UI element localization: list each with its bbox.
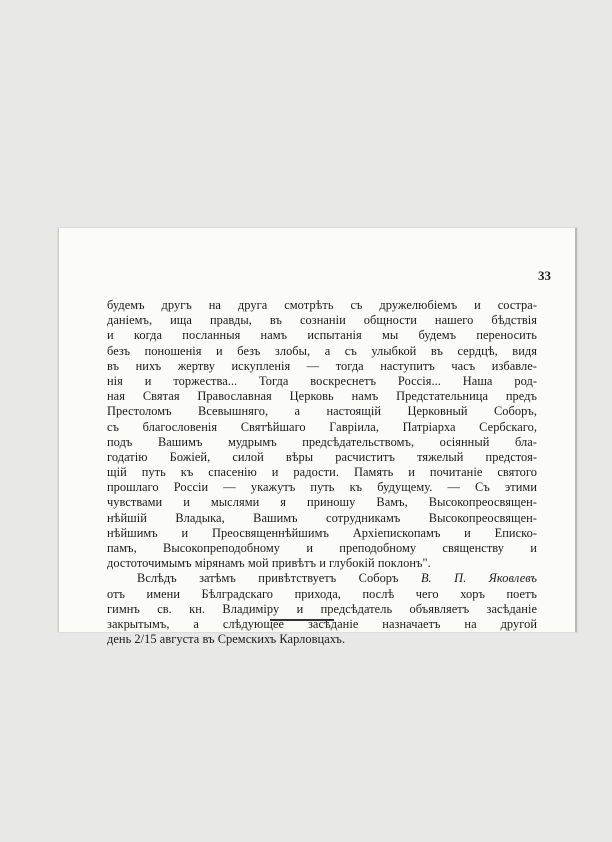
- text-line: нѣйшимъ и Преосвященнѣйшимъ Архіепископамъ и Еписко-: [107, 525, 537, 540]
- text-line: подъ Вашимъ мудрымъ предсѣдательствомъ, осіянный бла-: [107, 434, 537, 449]
- page-number: 33: [538, 268, 551, 283]
- text-line: даніемъ, ища правды, въ сознаніи общности нашего бѣдствія: [107, 313, 537, 328]
- text-line: въ нихъ жертву искупленія — тогда наступитъ часъ избавле-: [107, 358, 537, 373]
- paragraph-2-lead: Вслѣдъ затѣмъ привѣтствуетъ Соборъ: [137, 571, 421, 586]
- text-line: годатію Божіей, силой вѣры расчиститъ тяжелый предстоя-: [107, 449, 537, 464]
- book-page: [58, 228, 577, 647]
- speaker-name: В. П. Яковлевъ: [420, 571, 537, 586]
- text-line: нія и торжества... Тогда воскреснетъ Россія... Наша род-: [107, 373, 537, 388]
- text-line: памъ, Высокопреподобному и преподобному священству и: [107, 541, 537, 555]
- text-line: день 2/15 августа въ Сремскихъ Карловцахъ.: [107, 632, 346, 647]
- text-line: нѣйшій Владыка, Вашимъ сотрудникамъ Высокопреосвящен-: [107, 510, 537, 525]
- body-text: [107, 298, 537, 647]
- section-divider: [270, 619, 334, 621]
- text-line: щій путь къ спасенію и радости. Память и почитаніе святого: [107, 465, 537, 480]
- text-line: достоточимымъ мірянамъ мой привѣтъ и глубокій поклонъ".: [107, 556, 431, 571]
- paragraph-2-first-line: [107, 571, 537, 586]
- text-line: будемъ другъ на друга смотрѣть съ дружелюбіемъ и состра-: [107, 298, 537, 312]
- text-line: гимнъ св. кн. Владиміру и предсѣдатель объявляетъ засѣданіе: [107, 601, 537, 616]
- text-line: ная Святая Православная Церковь намъ Предстательница предъ: [107, 389, 537, 404]
- text-line: отъ имени Бѣлградскаго прихода, послѣ чего хоръ поетъ: [107, 586, 537, 601]
- text-line: безъ поношенія и безъ злобы, а съ улыбкой въ сердцѣ, видя: [107, 343, 537, 358]
- text-line: закрытымъ, а слѣдующее засѣданіе назначаетъ на другой: [107, 616, 537, 631]
- text-line: съ благословенія Святѣйшаго Гавріила, Патріарха Сербскаго,: [107, 419, 537, 434]
- text-line: прошлаго Россіи — укажутъ путь къ будущему. — Съ этими: [107, 480, 537, 495]
- text-line: чувствами и мыслями я приношу Вамъ, Высокопреосвящен-: [107, 495, 537, 510]
- text-line: и когда посланныя намъ испытанія мы будемъ переносить: [107, 328, 537, 343]
- text-line: Престоломъ Всевышняго, а настоящій Церковный Соборъ,: [107, 404, 537, 419]
